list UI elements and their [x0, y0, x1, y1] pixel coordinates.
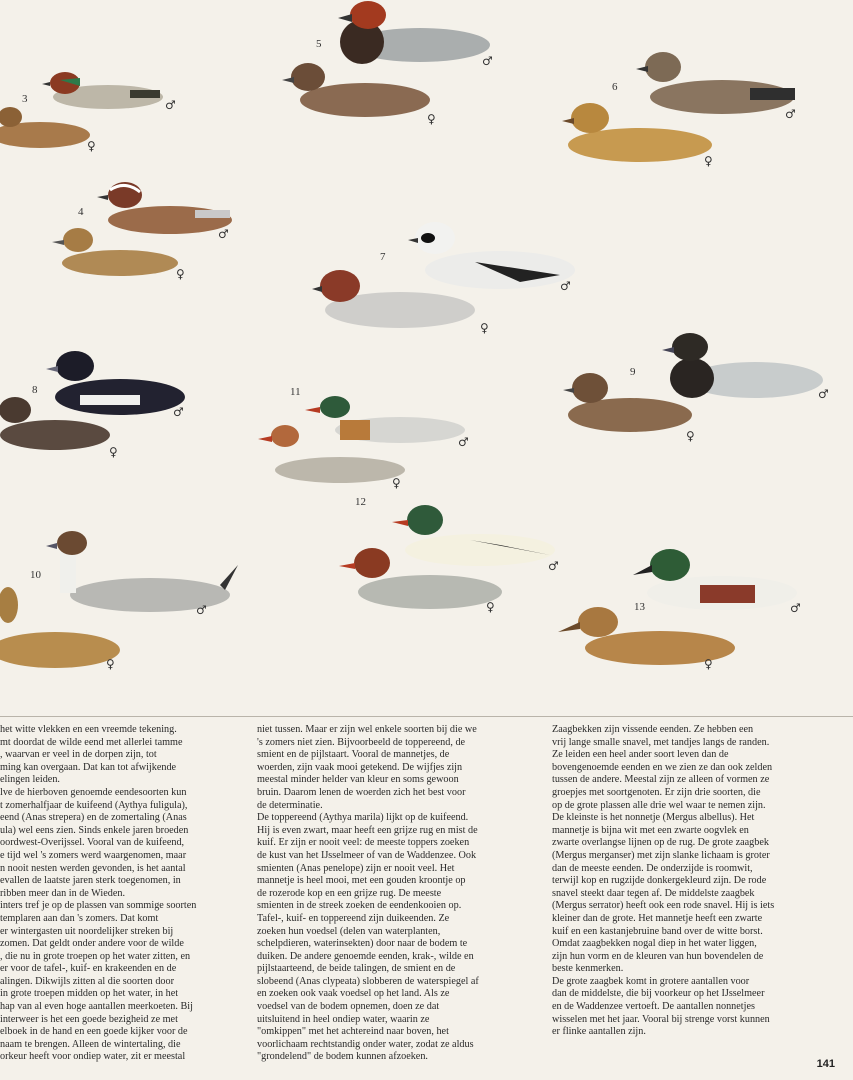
female-symbol: ♀ [109, 445, 118, 459]
text-line: de rozerode kop en een grijze rug. De meeste [257, 887, 442, 899]
duck-8-male [46, 351, 185, 415]
text-line: inters tref je op de plassen van sommige soorten [0, 900, 197, 912]
text-line: De kleinste is het nonnetje (Mergus albellus). Het [552, 812, 755, 824]
text-line: en de Waddenzee vertoeft. De aantallen nonnetjes [552, 1001, 755, 1013]
text-line: er voor de tafel-, kuif- en krakeenden en de [0, 963, 177, 975]
text-line: eend (Anas strepera) en de zomertaling (Anas [0, 812, 187, 824]
text-line: dan de meeste eenden. De onderzijde is roomwit, [552, 862, 753, 874]
text-line: Omdat zaagbekken nogal diep in het water liggen, [552, 938, 757, 950]
text-line: niet tussen. Maar er zijn wel enkele soorten bij die we [257, 724, 477, 735]
female-symbol: ♀ [427, 112, 436, 126]
female-symbol: ♀ [87, 139, 96, 153]
text-line: beste kenmerken. [552, 963, 624, 975]
text-line: hap van al even hoge aantallen meerkoeten. Bij [0, 1001, 193, 1013]
text-line: voedsel van de bodem opnemen, doen ze dat [257, 1001, 440, 1013]
duck-4-female [52, 228, 178, 276]
female-symbol: ♀ [106, 657, 115, 671]
text-line: vrij lange smalle snavel, met tandjes langs de randen. [552, 736, 770, 748]
text-line: er flinke aantallen zijn. [552, 1026, 646, 1038]
duck-11-male [305, 396, 465, 443]
text-line: smient en de pijlstaart. Vooral de mannetjes, de [257, 749, 450, 761]
label-8: 8 [32, 384, 38, 396]
text-line: duiken. De andere genoemde eenden, krak-, wilde en [257, 950, 474, 962]
text-line: ribben meer dan in de Wieden. [0, 887, 126, 899]
text-line: ming kan overgaan. Dat kan tot afwijkende [0, 761, 177, 773]
male-symbol: ♂ [785, 107, 796, 121]
text-line: zoeken hun voedsel (delen van waterplanten, [257, 925, 441, 937]
text-line: "grondelend" de bodem kunnen afzoeken. [257, 1051, 428, 1063]
male-symbol: ♂ [196, 603, 207, 617]
label-6: 6 [612, 81, 618, 93]
text-line: bruin. Daarom lenen de woerden zich het best voor [257, 786, 466, 798]
text-line: elboek in de hand en een goede kijker voor de [0, 1026, 188, 1038]
duck-7-male [408, 222, 575, 289]
text-line: n nooit nesten werden gevonden, is het aantal [0, 862, 186, 874]
text-line: smienten in de streek zoeken de eendenkooien op. [257, 900, 462, 912]
text-line: mannetje is bijna wit met een zwarte oogvlek en [552, 824, 749, 836]
male-symbol: ♂ [173, 405, 184, 419]
text-line: elingen leiden. [0, 774, 60, 786]
duck-3-male [42, 72, 163, 109]
male-symbol: ♂ [818, 387, 829, 401]
female-symbol: ♀ [486, 600, 495, 614]
text-line: het witte vlekken en een vreemde tekening. [0, 724, 177, 735]
text-line: evallen de laatste jaren sterk toegenomen, in [0, 875, 181, 887]
female-symbol: ♀ [704, 154, 713, 168]
label-10: 10 [30, 569, 41, 581]
label-11: 11 [290, 386, 301, 398]
text-line: bovengenoemde eenden en we zien ze dan ook zelden [552, 761, 773, 773]
female-symbol: ♀ [480, 321, 489, 335]
text-line: lve de hierboven genoemde eendesoorten kun [0, 786, 187, 798]
text-line: (Mergus merganser) met zijn slanke lichaam is groter [552, 849, 770, 861]
text-line: Tafel-, kuif- en toppereend zijn duikeenden. Ze [257, 912, 450, 924]
text-line: uitsluitend in heel ondiep water, waarin ze [257, 1013, 430, 1025]
label-3: 3 [22, 93, 28, 105]
text-line: De toppereend (Aythya marila) lijkt op de kuifeend. [257, 812, 469, 824]
text-line: groepjes met soortgenoten. Er zijn drie soorten, die [552, 786, 761, 798]
text-line: "omkippen" met het achtereind naar boven, het [257, 1026, 449, 1038]
duck-10-male [46, 531, 238, 612]
text-line: de determinatie. [257, 799, 323, 811]
text-line: woerden, zijn vaak mooi getekend. De wijfjes zijn [257, 761, 463, 773]
duck-4-male [97, 182, 232, 234]
duck-5-male [338, 1, 490, 64]
label-4: 4 [78, 206, 84, 218]
text-line: alingen. Dikwijls zitten al die soorten door [0, 975, 174, 987]
text-line: De grote zaagbek komt in grotere aantallen voor [552, 975, 750, 987]
plate-divider [0, 716, 853, 717]
text-line: er wintergasten uit noordelijker streken bij [0, 925, 174, 937]
text-line: mt doordat de wilde eend met allerlei tamme [0, 736, 183, 748]
text-line: , die nu in grote troepen op het water zitten, en [0, 950, 191, 962]
text-line: Ze leiden een heel ander soort leven dan de [552, 749, 729, 761]
text-line: voorlichaam rechtstandig onder water, zodat ze aldus [257, 1038, 474, 1050]
text-line: mannetje is heel mooi, met een gouden kroontje op [257, 875, 466, 887]
male-symbol: ♂ [458, 435, 469, 449]
text-line: naam te brengen. Alleen de wintertaling, die [0, 1038, 181, 1050]
female-symbol: ♀ [704, 657, 713, 671]
text-line: orkeur heeft voor ondiep water, zit er meestal [0, 1051, 186, 1063]
label-9: 9 [630, 366, 636, 378]
text-line: ula) wel eens zien. Sinds enkele jaren broeden [0, 824, 189, 836]
text-line: t zomerhalfjaar de kuifeend (Aythya fuligula), [0, 799, 188, 811]
text-line: dan de middelste, die bij voorkeur op het IJsselmeer [552, 988, 765, 1000]
text-line: Hij is even zwart, maar heeft een grijze rug en mist de [257, 824, 478, 836]
text-line: 's zomers niet zien. Bijvoorbeeld de toppereend, de [257, 736, 466, 748]
text-line: kleiner dan de grote. Het mannetje heeft een zwarte [552, 912, 763, 924]
text-line: in grote troepen midden op het water, in het [0, 988, 179, 1000]
male-symbol: ♂ [790, 601, 801, 615]
label-12: 12 [355, 496, 366, 508]
text-line: terwijl kop en rugzijde donkergekleurd zijn. De rode [552, 875, 767, 887]
text-line: Zaagbekken zijn vissende eenden. Ze hebben een [552, 724, 754, 735]
female-symbol: ♀ [686, 429, 695, 443]
text-line: zwarte overlangse lijnen op de rug. De grote zaagbek [552, 837, 769, 849]
label-7: 7 [380, 251, 386, 263]
male-symbol: ♂ [560, 279, 571, 293]
text-line: schelpdieren, waterinsekten) door naar de bodem te [257, 938, 468, 950]
male-symbol: ♂ [548, 559, 559, 573]
text-column-2 [257, 724, 527, 1064]
male-symbol: ♂ [482, 54, 493, 68]
text-line: op de grote plassen alle drie wel waar te nemen zijn. [552, 799, 766, 811]
text-line: zijn hun vorm en de kleuren van hun bovendelen de [552, 950, 764, 962]
text-line: meestal minder helder van kleur en soms gewoon [257, 774, 459, 786]
duck-13-male [633, 549, 797, 610]
duck-5-female [282, 63, 430, 117]
duck-12-male [392, 505, 555, 566]
text-line: oordwest-Overijssel. Vooral van de kuifeend, [0, 837, 185, 849]
text-line: en zoeken ook vaak voedsel op het land. Als ze [257, 988, 450, 1000]
text-line: smienten (Anas penelope) zijn er nooit veel. Het [257, 862, 455, 874]
duck-6-male [636, 52, 795, 114]
duck-9-male [662, 333, 823, 398]
text-line: templaren aan dan 's zomers. Dat komt [0, 912, 159, 924]
duck-3-female [0, 107, 90, 148]
label-13: 13 [634, 601, 645, 613]
text-line: pijlstaarteend, de beide talingen, de smient en de [257, 963, 456, 975]
male-symbol: ♂ [218, 227, 229, 241]
text-line: (Mergus serrator) heeft ook een rode snavel. Hij is iets [552, 900, 775, 912]
text-line: snavel steekt daar tegen af. De middelste zaagbek [552, 887, 755, 899]
text-column-3 [552, 724, 842, 1039]
text-line: tussen de andere. Meestal zijn ze alleen of vormen ze [552, 774, 770, 786]
text-line: , waarvan er veel in de dorpen zijn, tot [0, 749, 157, 761]
text-line: zomen. Dat geldt onder andere voor de wilde [0, 938, 184, 950]
text-line: kuif. Er zijn er nooit veel: de meeste toppers zoeken [257, 837, 470, 849]
label-5: 5 [316, 38, 322, 50]
text-line: e tijd wel 's zomers werd waargenomen, maar [0, 849, 187, 861]
text-line: de kust van het IJsselmeer of van de Waddenzee. Ook [257, 849, 477, 861]
text-line: interweer is het een goede bezigheid ze met [0, 1013, 178, 1025]
text-column-1 [0, 724, 234, 1064]
text-line: wisselen met het jaar. Vooral bij strenge vorst kunnen [552, 1013, 770, 1025]
page-number: 141 [816, 1058, 835, 1070]
text-line: kuif en een kastanjebruine band over de witte borst. [552, 925, 763, 937]
text-line: slobeend (Anas clypeata) slobberen de waterspiegel af [257, 975, 479, 987]
female-symbol: ♀ [176, 267, 185, 281]
female-symbol: ♀ [392, 476, 401, 490]
male-symbol: ♂ [165, 98, 176, 112]
